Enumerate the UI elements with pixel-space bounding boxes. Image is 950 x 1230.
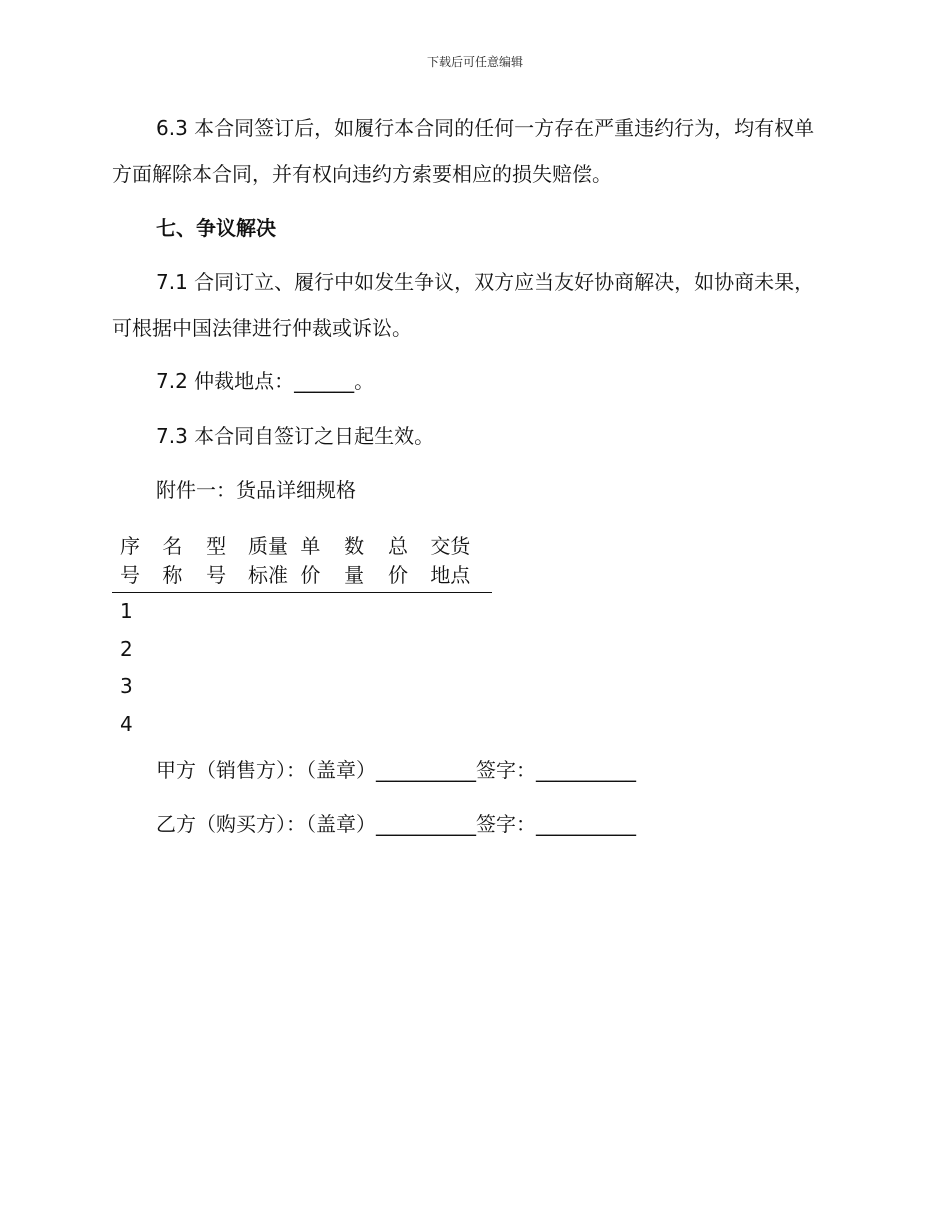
row-number: 1 [120,599,133,623]
row-number: 3 [120,674,133,698]
table-row [112,631,492,669]
page-header: 下载后可任意编辑 [426,55,523,69]
party-a-signature: 甲方（销售方）：（盖章）__________签字：__________ [156,758,636,782]
clause-7-2: 7.2 仲裁地点：______。 [156,369,375,393]
table-row [112,706,492,744]
section-7-heading: 七、争议解决 [156,216,276,240]
clause-6-3: 6.3 本合同签订后，如履行本合同的任何一方存在严重违约行为，均有权单方面解除本合同，并有权向违约方索要相应的损失赔偿。 [112,116,815,186]
clause-7-3: 7.3 本合同自签订之日起生效。 [156,424,435,448]
row-number: 2 [120,636,133,661]
col-header-quantity: 数 量 [336,532,380,593]
table-row [112,593,492,631]
col-header-quality: 质量 标准 [242,532,292,593]
table-header-row [112,532,492,593]
col-header-model: 型 号 [198,532,242,593]
col-header-total: 总 价 [380,532,422,593]
col-header-delivery-place: 交货 地点 [422,532,492,593]
table-row [112,668,492,706]
col-header-unit-price: 单 价 [292,532,336,593]
clause-7-1: 7.1 合同订立、履行中如发生争议，双方应当友好协商解决，如协商未果，可根据中国法律进行仲裁或诉讼。 [112,270,815,340]
spec-table [112,532,492,743]
party-b-signature: 乙方（购买方）：（盖章）__________签字：__________ [156,812,636,836]
col-header-name: 名 称 [154,532,198,593]
row-number: 4 [120,711,133,736]
col-header-seq: 序 号 [112,532,154,593]
attachment-title: 附件一：货品详细规格 [156,478,356,502]
